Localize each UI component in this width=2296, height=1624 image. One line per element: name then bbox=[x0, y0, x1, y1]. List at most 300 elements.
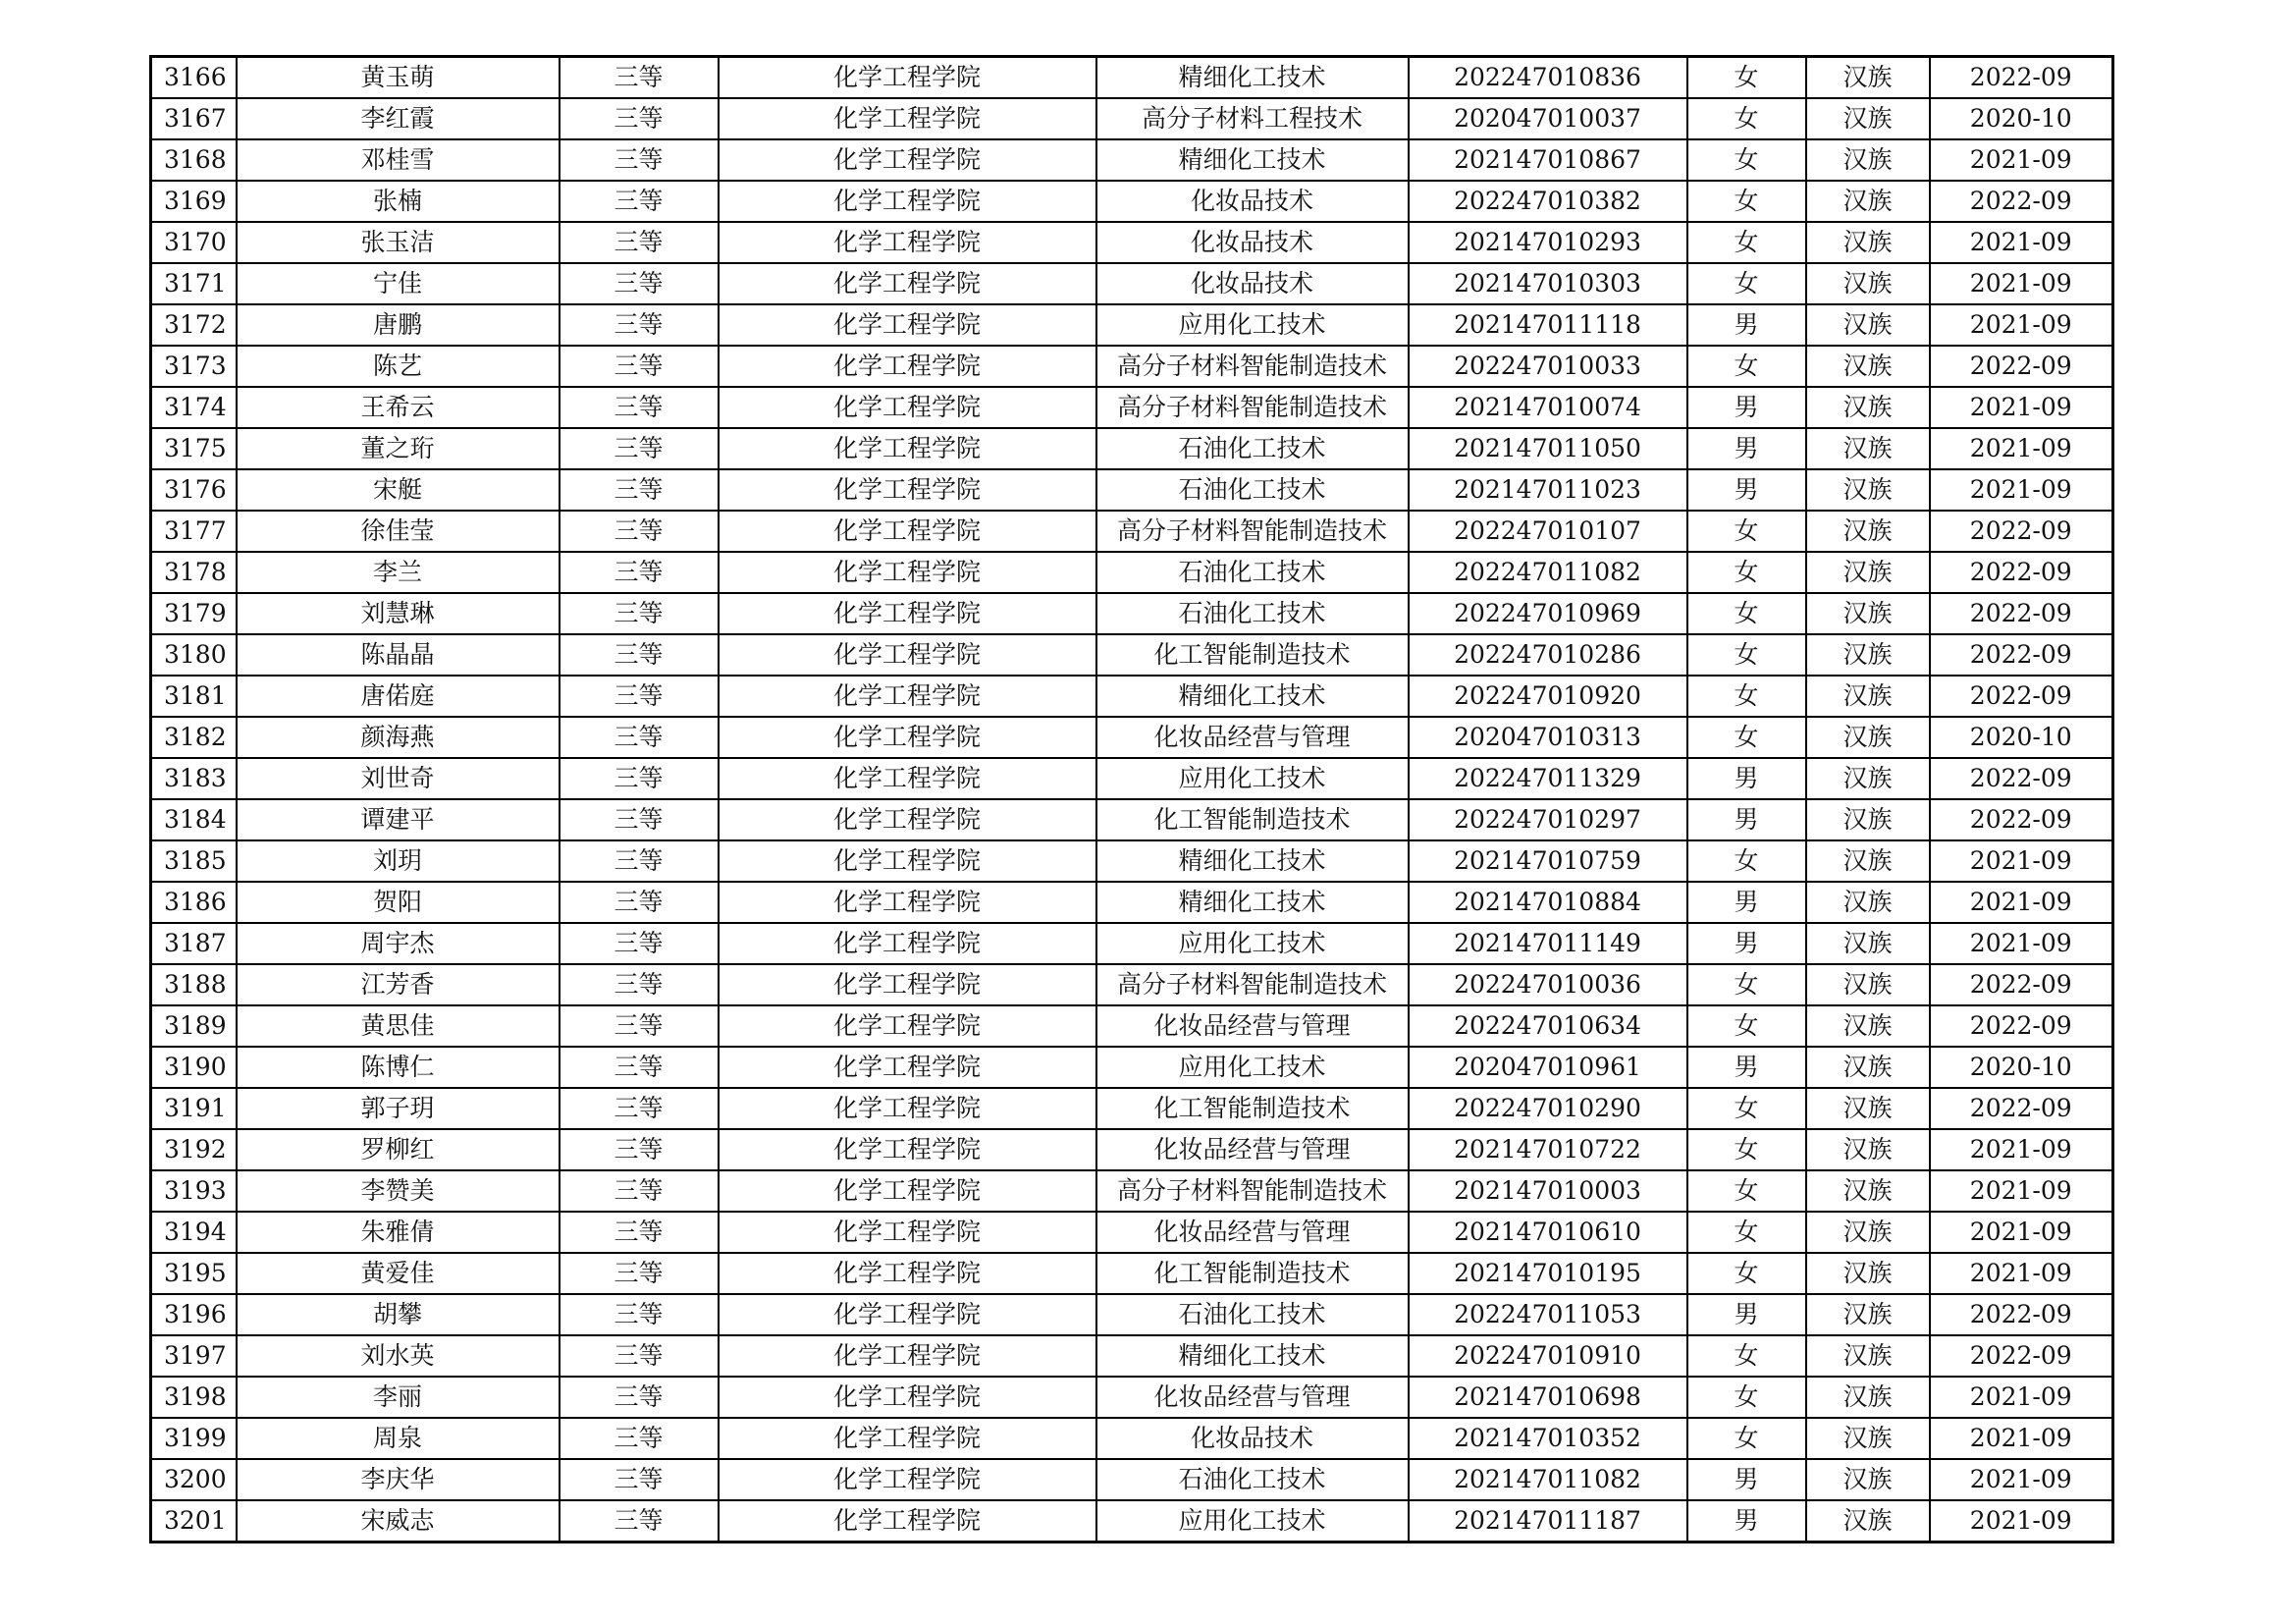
cell-award-level: 三等 bbox=[560, 758, 719, 799]
cell-gender: 男 bbox=[1687, 758, 1806, 799]
cell-major: 石油化工技术 bbox=[1096, 1294, 1409, 1335]
cell-enrollment-date: 2022-09 bbox=[1930, 346, 2113, 387]
cell-student-id: 202147011118 bbox=[1409, 304, 1687, 346]
cell-gender: 女 bbox=[1687, 964, 1806, 1005]
cell-student-name: 刘水英 bbox=[237, 1335, 560, 1377]
cell-gender: 男 bbox=[1687, 1294, 1806, 1335]
cell-student-name: 周泉 bbox=[237, 1418, 560, 1459]
cell-major: 石油化工技术 bbox=[1096, 593, 1409, 634]
cell-enrollment-date: 2022-09 bbox=[1930, 57, 2113, 99]
cell-student-name: 王希云 bbox=[237, 387, 560, 428]
cell-college: 化学工程学院 bbox=[719, 552, 1096, 593]
table-row bbox=[151, 964, 2113, 1005]
cell-student-id: 202247010290 bbox=[1409, 1088, 1687, 1129]
table-row bbox=[151, 1047, 2113, 1088]
cell-ethnicity: 汉族 bbox=[1806, 676, 1930, 717]
cell-award-level: 三等 bbox=[560, 222, 719, 263]
cell-row-number: 3172 bbox=[151, 304, 237, 346]
cell-enrollment-date: 2022-09 bbox=[1930, 1335, 2113, 1377]
cell-gender: 女 bbox=[1687, 57, 1806, 99]
cell-enrollment-date: 2021-09 bbox=[1930, 1459, 2113, 1500]
cell-student-id: 202247010036 bbox=[1409, 964, 1687, 1005]
cell-gender: 女 bbox=[1687, 717, 1806, 758]
table-row bbox=[151, 882, 2113, 923]
cell-student-id: 202047010313 bbox=[1409, 717, 1687, 758]
cell-enrollment-date: 2022-09 bbox=[1930, 593, 2113, 634]
cell-enrollment-date: 2021-09 bbox=[1930, 139, 2113, 181]
cell-student-id: 202247011082 bbox=[1409, 552, 1687, 593]
cell-award-level: 三等 bbox=[560, 1005, 719, 1047]
cell-major: 高分子材料智能制造技术 bbox=[1096, 511, 1409, 552]
cell-award-level: 三等 bbox=[560, 882, 719, 923]
cell-college: 化学工程学院 bbox=[719, 1335, 1096, 1377]
cell-enrollment-date: 2022-09 bbox=[1930, 1005, 2113, 1047]
cell-student-name: 陈艺 bbox=[237, 346, 560, 387]
cell-enrollment-date: 2021-09 bbox=[1930, 923, 2113, 964]
cell-ethnicity: 汉族 bbox=[1806, 181, 1930, 222]
cell-college: 化学工程学院 bbox=[719, 923, 1096, 964]
cell-college: 化学工程学院 bbox=[719, 1500, 1096, 1543]
cell-college: 化学工程学院 bbox=[719, 1129, 1096, 1170]
cell-student-name: 罗柳红 bbox=[237, 1129, 560, 1170]
cell-enrollment-date: 2021-09 bbox=[1930, 263, 2113, 304]
cell-gender: 女 bbox=[1687, 346, 1806, 387]
cell-student-name: 黄爱佳 bbox=[237, 1253, 560, 1294]
table-row bbox=[151, 1212, 2113, 1253]
cell-award-level: 三等 bbox=[560, 964, 719, 1005]
table-row bbox=[151, 758, 2113, 799]
cell-college: 化学工程学院 bbox=[719, 222, 1096, 263]
cell-major: 化妆品经营与管理 bbox=[1096, 1377, 1409, 1418]
cell-major: 化妆品经营与管理 bbox=[1096, 1129, 1409, 1170]
cell-ethnicity: 汉族 bbox=[1806, 387, 1930, 428]
cell-major: 高分子材料智能制造技术 bbox=[1096, 1170, 1409, 1212]
cell-major: 精细化工技术 bbox=[1096, 676, 1409, 717]
cell-ethnicity: 汉族 bbox=[1806, 593, 1930, 634]
cell-student-name: 宋威志 bbox=[237, 1500, 560, 1543]
cell-student-name: 唐偌庭 bbox=[237, 676, 560, 717]
cell-college: 化学工程学院 bbox=[719, 1377, 1096, 1418]
cell-ethnicity: 汉族 bbox=[1806, 717, 1930, 758]
cell-enrollment-date: 2021-09 bbox=[1930, 469, 2113, 511]
cell-row-number: 3181 bbox=[151, 676, 237, 717]
cell-college: 化学工程学院 bbox=[719, 346, 1096, 387]
cell-major: 应用化工技术 bbox=[1096, 923, 1409, 964]
cell-award-level: 三等 bbox=[560, 1170, 719, 1212]
cell-ethnicity: 汉族 bbox=[1806, 428, 1930, 469]
cell-college: 化学工程学院 bbox=[719, 511, 1096, 552]
cell-award-level: 三等 bbox=[560, 1418, 719, 1459]
cell-student-id: 202047010961 bbox=[1409, 1047, 1687, 1088]
cell-gender: 女 bbox=[1687, 634, 1806, 676]
cell-student-name: 邓桂雪 bbox=[237, 139, 560, 181]
cell-gender: 女 bbox=[1687, 1005, 1806, 1047]
cell-gender: 女 bbox=[1687, 181, 1806, 222]
cell-enrollment-date: 2020-10 bbox=[1930, 1047, 2113, 1088]
cell-student-name: 胡攀 bbox=[237, 1294, 560, 1335]
cell-gender: 女 bbox=[1687, 511, 1806, 552]
cell-student-id: 202247010033 bbox=[1409, 346, 1687, 387]
cell-award-level: 三等 bbox=[560, 346, 719, 387]
cell-enrollment-date: 2022-09 bbox=[1930, 511, 2113, 552]
cell-student-id: 202247010836 bbox=[1409, 57, 1687, 99]
cell-gender: 女 bbox=[1687, 1377, 1806, 1418]
cell-enrollment-date: 2021-09 bbox=[1930, 840, 2113, 882]
cell-award-level: 三等 bbox=[560, 428, 719, 469]
cell-enrollment-date: 2022-09 bbox=[1930, 758, 2113, 799]
cell-ethnicity: 汉族 bbox=[1806, 1253, 1930, 1294]
cell-student-name: 黄思佳 bbox=[237, 1005, 560, 1047]
cell-award-level: 三等 bbox=[560, 634, 719, 676]
cell-student-id: 202147011023 bbox=[1409, 469, 1687, 511]
cell-ethnicity: 汉族 bbox=[1806, 1377, 1930, 1418]
table-body bbox=[151, 57, 2113, 1543]
table-row bbox=[151, 552, 2113, 593]
cell-enrollment-date: 2020-10 bbox=[1930, 98, 2113, 139]
cell-row-number: 3182 bbox=[151, 717, 237, 758]
cell-student-id: 202147011187 bbox=[1409, 1500, 1687, 1543]
cell-college: 化学工程学院 bbox=[719, 634, 1096, 676]
cell-row-number: 3194 bbox=[151, 1212, 237, 1253]
cell-student-id: 202247010107 bbox=[1409, 511, 1687, 552]
cell-gender: 女 bbox=[1687, 1253, 1806, 1294]
cell-major: 化妆品技术 bbox=[1096, 1418, 1409, 1459]
cell-college: 化学工程学院 bbox=[719, 139, 1096, 181]
cell-student-id: 202147010759 bbox=[1409, 840, 1687, 882]
cell-award-level: 三等 bbox=[560, 469, 719, 511]
cell-gender: 男 bbox=[1687, 304, 1806, 346]
cell-college: 化学工程学院 bbox=[719, 98, 1096, 139]
cell-student-name: 李丽 bbox=[237, 1377, 560, 1418]
cell-college: 化学工程学院 bbox=[719, 1294, 1096, 1335]
cell-ethnicity: 汉族 bbox=[1806, 1088, 1930, 1129]
table-row bbox=[151, 387, 2113, 428]
cell-ethnicity: 汉族 bbox=[1806, 469, 1930, 511]
cell-student-name: 周宇杰 bbox=[237, 923, 560, 964]
table-row bbox=[151, 263, 2113, 304]
cell-gender: 女 bbox=[1687, 1129, 1806, 1170]
cell-row-number: 3195 bbox=[151, 1253, 237, 1294]
cell-major: 高分子材料工程技术 bbox=[1096, 98, 1409, 139]
cell-row-number: 3201 bbox=[151, 1500, 237, 1543]
cell-student-id: 202047010037 bbox=[1409, 98, 1687, 139]
cell-row-number: 3173 bbox=[151, 346, 237, 387]
cell-major: 化妆品经营与管理 bbox=[1096, 1212, 1409, 1253]
cell-ethnicity: 汉族 bbox=[1806, 964, 1930, 1005]
cell-row-number: 3179 bbox=[151, 593, 237, 634]
cell-award-level: 三等 bbox=[560, 1335, 719, 1377]
cell-award-level: 三等 bbox=[560, 1294, 719, 1335]
cell-row-number: 3183 bbox=[151, 758, 237, 799]
cell-enrollment-date: 2021-09 bbox=[1930, 882, 2113, 923]
cell-college: 化学工程学院 bbox=[719, 1418, 1096, 1459]
table-row bbox=[151, 98, 2113, 139]
cell-ethnicity: 汉族 bbox=[1806, 1129, 1930, 1170]
cell-student-name: 刘世奇 bbox=[237, 758, 560, 799]
cell-award-level: 三等 bbox=[560, 1047, 719, 1088]
cell-ethnicity: 汉族 bbox=[1806, 1005, 1930, 1047]
cell-major: 石油化工技术 bbox=[1096, 469, 1409, 511]
cell-gender: 女 bbox=[1687, 1335, 1806, 1377]
cell-major: 高分子材料智能制造技术 bbox=[1096, 346, 1409, 387]
cell-gender: 女 bbox=[1687, 263, 1806, 304]
cell-student-name: 刘玥 bbox=[237, 840, 560, 882]
cell-major: 化妆品经营与管理 bbox=[1096, 1005, 1409, 1047]
cell-ethnicity: 汉族 bbox=[1806, 1294, 1930, 1335]
cell-award-level: 三等 bbox=[560, 387, 719, 428]
cell-gender: 女 bbox=[1687, 840, 1806, 882]
table-row bbox=[151, 923, 2113, 964]
cell-major: 精细化工技术 bbox=[1096, 1335, 1409, 1377]
cell-enrollment-date: 2022-09 bbox=[1930, 1088, 2113, 1129]
cell-college: 化学工程学院 bbox=[719, 428, 1096, 469]
cell-major: 精细化工技术 bbox=[1096, 840, 1409, 882]
cell-ethnicity: 汉族 bbox=[1806, 1212, 1930, 1253]
cell-enrollment-date: 2022-09 bbox=[1930, 1294, 2113, 1335]
cell-award-level: 三等 bbox=[560, 139, 719, 181]
table-row bbox=[151, 469, 2113, 511]
cell-award-level: 三等 bbox=[560, 57, 719, 99]
cell-ethnicity: 汉族 bbox=[1806, 139, 1930, 181]
cell-ethnicity: 汉族 bbox=[1806, 758, 1930, 799]
cell-enrollment-date: 2021-09 bbox=[1930, 428, 2113, 469]
cell-gender: 女 bbox=[1687, 593, 1806, 634]
cell-gender: 女 bbox=[1687, 676, 1806, 717]
cell-major: 石油化工技术 bbox=[1096, 1459, 1409, 1500]
cell-student-id: 202147010867 bbox=[1409, 139, 1687, 181]
cell-gender: 女 bbox=[1687, 139, 1806, 181]
cell-student-name: 李兰 bbox=[237, 552, 560, 593]
cell-enrollment-date: 2021-09 bbox=[1930, 304, 2113, 346]
cell-student-id: 202147010003 bbox=[1409, 1170, 1687, 1212]
cell-award-level: 三等 bbox=[560, 840, 719, 882]
scholarship-table bbox=[149, 55, 2114, 1543]
cell-college: 化学工程学院 bbox=[719, 593, 1096, 634]
cell-gender: 女 bbox=[1687, 98, 1806, 139]
cell-enrollment-date: 2021-09 bbox=[1930, 1377, 2113, 1418]
cell-major: 化妆品经营与管理 bbox=[1096, 717, 1409, 758]
table-row bbox=[151, 1129, 2113, 1170]
cell-college: 化学工程学院 bbox=[719, 1459, 1096, 1500]
cell-student-id: 202247010910 bbox=[1409, 1335, 1687, 1377]
cell-gender: 女 bbox=[1687, 1212, 1806, 1253]
cell-ethnicity: 汉族 bbox=[1806, 57, 1930, 99]
cell-student-id: 202147010884 bbox=[1409, 882, 1687, 923]
cell-major: 化妆品技术 bbox=[1096, 222, 1409, 263]
cell-enrollment-date: 2021-09 bbox=[1930, 1170, 2113, 1212]
cell-student-id: 202247011053 bbox=[1409, 1294, 1687, 1335]
cell-enrollment-date: 2022-09 bbox=[1930, 799, 2113, 840]
cell-student-id: 202147011149 bbox=[1409, 923, 1687, 964]
cell-gender: 男 bbox=[1687, 1459, 1806, 1500]
cell-award-level: 三等 bbox=[560, 923, 719, 964]
cell-award-level: 三等 bbox=[560, 1212, 719, 1253]
cell-row-number: 3185 bbox=[151, 840, 237, 882]
cell-student-name: 江芳香 bbox=[237, 964, 560, 1005]
table-row bbox=[151, 799, 2113, 840]
cell-enrollment-date: 2020-10 bbox=[1930, 717, 2113, 758]
table-row bbox=[151, 57, 2113, 99]
cell-enrollment-date: 2022-09 bbox=[1930, 634, 2113, 676]
cell-college: 化学工程学院 bbox=[719, 840, 1096, 882]
cell-row-number: 3184 bbox=[151, 799, 237, 840]
cell-award-level: 三等 bbox=[560, 593, 719, 634]
cell-enrollment-date: 2022-09 bbox=[1930, 181, 2113, 222]
cell-student-name: 宋艇 bbox=[237, 469, 560, 511]
cell-major: 化工智能制造技术 bbox=[1096, 799, 1409, 840]
cell-gender: 男 bbox=[1687, 882, 1806, 923]
cell-ethnicity: 汉族 bbox=[1806, 263, 1930, 304]
cell-award-level: 三等 bbox=[560, 1129, 719, 1170]
table-row bbox=[151, 222, 2113, 263]
cell-row-number: 3192 bbox=[151, 1129, 237, 1170]
cell-ethnicity: 汉族 bbox=[1806, 222, 1930, 263]
cell-college: 化学工程学院 bbox=[719, 758, 1096, 799]
cell-student-id: 202147010610 bbox=[1409, 1212, 1687, 1253]
table-row bbox=[151, 1335, 2113, 1377]
cell-row-number: 3176 bbox=[151, 469, 237, 511]
cell-college: 化学工程学院 bbox=[719, 882, 1096, 923]
cell-row-number: 3186 bbox=[151, 882, 237, 923]
table-row bbox=[151, 1377, 2113, 1418]
cell-student-id: 202147011082 bbox=[1409, 1459, 1687, 1500]
cell-gender: 女 bbox=[1687, 1170, 1806, 1212]
table-row bbox=[151, 304, 2113, 346]
table-row bbox=[151, 840, 2113, 882]
table-row bbox=[151, 511, 2113, 552]
cell-student-id: 202147010303 bbox=[1409, 263, 1687, 304]
table-row bbox=[151, 181, 2113, 222]
table-row bbox=[151, 1005, 2113, 1047]
cell-row-number: 3171 bbox=[151, 263, 237, 304]
cell-row-number: 3198 bbox=[151, 1377, 237, 1418]
cell-row-number: 3168 bbox=[151, 139, 237, 181]
cell-student-name: 董之珩 bbox=[237, 428, 560, 469]
cell-ethnicity: 汉族 bbox=[1806, 1459, 1930, 1500]
cell-enrollment-date: 2022-09 bbox=[1930, 676, 2113, 717]
cell-row-number: 3193 bbox=[151, 1170, 237, 1212]
cell-row-number: 3180 bbox=[151, 634, 237, 676]
cell-college: 化学工程学院 bbox=[719, 717, 1096, 758]
cell-enrollment-date: 2021-09 bbox=[1930, 1500, 2113, 1543]
cell-gender: 女 bbox=[1687, 1088, 1806, 1129]
cell-row-number: 3177 bbox=[151, 511, 237, 552]
table-row bbox=[151, 1500, 2113, 1543]
cell-major: 化妆品技术 bbox=[1096, 181, 1409, 222]
cell-student-name: 李庆华 bbox=[237, 1459, 560, 1500]
cell-row-number: 3166 bbox=[151, 57, 237, 99]
cell-ethnicity: 汉族 bbox=[1806, 304, 1930, 346]
cell-row-number: 3169 bbox=[151, 181, 237, 222]
table-row bbox=[151, 717, 2113, 758]
table-row bbox=[151, 1459, 2113, 1500]
cell-college: 化学工程学院 bbox=[719, 799, 1096, 840]
cell-row-number: 3200 bbox=[151, 1459, 237, 1500]
cell-college: 化学工程学院 bbox=[719, 469, 1096, 511]
cell-major: 化工智能制造技术 bbox=[1096, 1088, 1409, 1129]
cell-award-level: 三等 bbox=[560, 1500, 719, 1543]
cell-enrollment-date: 2021-09 bbox=[1930, 1418, 2113, 1459]
cell-college: 化学工程学院 bbox=[719, 1088, 1096, 1129]
cell-gender: 女 bbox=[1687, 552, 1806, 593]
cell-student-id: 202247010969 bbox=[1409, 593, 1687, 634]
cell-major: 应用化工技术 bbox=[1096, 1047, 1409, 1088]
cell-row-number: 3175 bbox=[151, 428, 237, 469]
table-row bbox=[151, 634, 2113, 676]
cell-gender: 女 bbox=[1687, 1418, 1806, 1459]
cell-row-number: 3197 bbox=[151, 1335, 237, 1377]
cell-college: 化学工程学院 bbox=[719, 676, 1096, 717]
cell-college: 化学工程学院 bbox=[719, 964, 1096, 1005]
cell-major: 应用化工技术 bbox=[1096, 758, 1409, 799]
cell-student-name: 颜海燕 bbox=[237, 717, 560, 758]
cell-student-id: 202147010722 bbox=[1409, 1129, 1687, 1170]
cell-college: 化学工程学院 bbox=[719, 263, 1096, 304]
cell-student-name: 陈晶晶 bbox=[237, 634, 560, 676]
cell-major: 高分子材料智能制造技术 bbox=[1096, 387, 1409, 428]
cell-student-name: 郭子玥 bbox=[237, 1088, 560, 1129]
cell-ethnicity: 汉族 bbox=[1806, 840, 1930, 882]
cell-gender: 男 bbox=[1687, 923, 1806, 964]
cell-student-id: 202247010286 bbox=[1409, 634, 1687, 676]
cell-award-level: 三等 bbox=[560, 1088, 719, 1129]
cell-gender: 男 bbox=[1687, 1047, 1806, 1088]
cell-ethnicity: 汉族 bbox=[1806, 511, 1930, 552]
cell-college: 化学工程学院 bbox=[719, 304, 1096, 346]
cell-college: 化学工程学院 bbox=[719, 1047, 1096, 1088]
cell-student-name: 张玉洁 bbox=[237, 222, 560, 263]
cell-row-number: 3199 bbox=[151, 1418, 237, 1459]
table-row bbox=[151, 676, 2113, 717]
cell-major: 精细化工技术 bbox=[1096, 139, 1409, 181]
table-row bbox=[151, 1418, 2113, 1459]
cell-major: 精细化工技术 bbox=[1096, 882, 1409, 923]
cell-gender: 男 bbox=[1687, 428, 1806, 469]
cell-enrollment-date: 2021-09 bbox=[1930, 222, 2113, 263]
cell-student-name: 朱雅倩 bbox=[237, 1212, 560, 1253]
cell-row-number: 3170 bbox=[151, 222, 237, 263]
cell-student-id: 202147011050 bbox=[1409, 428, 1687, 469]
table-row bbox=[151, 139, 2113, 181]
cell-college: 化学工程学院 bbox=[719, 387, 1096, 428]
cell-ethnicity: 汉族 bbox=[1806, 1335, 1930, 1377]
cell-enrollment-date: 2021-09 bbox=[1930, 387, 2113, 428]
cell-college: 化学工程学院 bbox=[719, 57, 1096, 99]
cell-student-name: 谭建平 bbox=[237, 799, 560, 840]
cell-student-id: 202247010920 bbox=[1409, 676, 1687, 717]
cell-row-number: 3190 bbox=[151, 1047, 237, 1088]
cell-award-level: 三等 bbox=[560, 181, 719, 222]
cell-row-number: 3187 bbox=[151, 923, 237, 964]
cell-major: 石油化工技术 bbox=[1096, 428, 1409, 469]
cell-ethnicity: 汉族 bbox=[1806, 552, 1930, 593]
cell-enrollment-date: 2022-09 bbox=[1930, 552, 2113, 593]
cell-student-id: 202147010352 bbox=[1409, 1418, 1687, 1459]
cell-student-id: 202147010195 bbox=[1409, 1253, 1687, 1294]
cell-student-name: 李红霞 bbox=[237, 98, 560, 139]
cell-student-name: 宁佳 bbox=[237, 263, 560, 304]
cell-gender: 男 bbox=[1687, 799, 1806, 840]
cell-student-name: 刘慧琳 bbox=[237, 593, 560, 634]
cell-row-number: 3178 bbox=[151, 552, 237, 593]
cell-row-number: 3188 bbox=[151, 964, 237, 1005]
table-row bbox=[151, 1170, 2113, 1212]
cell-gender: 男 bbox=[1687, 469, 1806, 511]
cell-row-number: 3191 bbox=[151, 1088, 237, 1129]
cell-award-level: 三等 bbox=[560, 511, 719, 552]
cell-student-id: 202247011329 bbox=[1409, 758, 1687, 799]
cell-student-id: 202147010293 bbox=[1409, 222, 1687, 263]
